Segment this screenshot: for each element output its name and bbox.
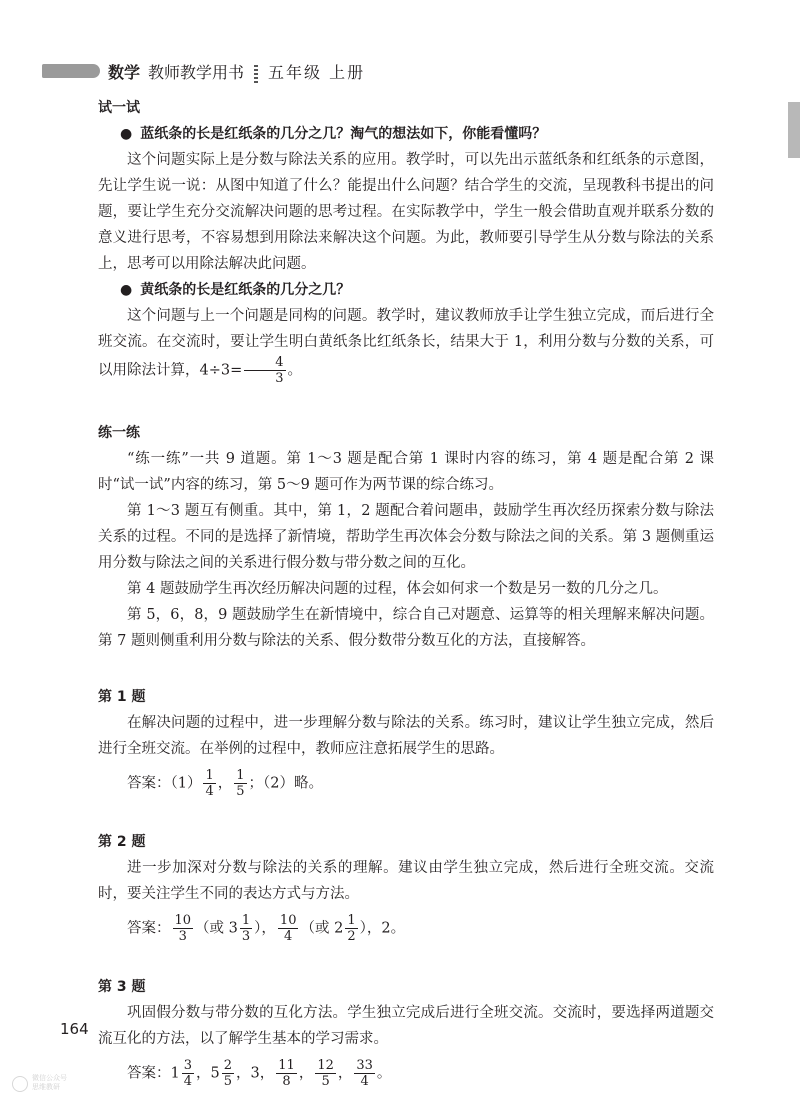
fraction: $\frac{3}{4}$ [183, 1058, 193, 1089]
try-question-2: ● 黄纸条的长是红纸条的几分之几？ [120, 282, 351, 298]
running-header [108, 60, 365, 83]
fraction: $\frac{33}{4}$ [356, 1058, 373, 1089]
fraction-4-3: $\frac{4}{3}$ [244, 355, 285, 386]
fraction: $\frac{1}{3}$ [241, 913, 251, 944]
fraction: $\frac{10}{4}$ [279, 913, 297, 944]
header-book: 教师教学用书 [148, 63, 245, 82]
page-edge-tab [788, 102, 800, 158]
question-3-heading: 第 3 题 [98, 979, 146, 995]
fraction: $\frac{12}{5}$ [317, 1058, 334, 1089]
fraction: $\frac{2}{5}$ [223, 1058, 233, 1089]
question-1-paragraph: 在解决问题的过程中，进一步理解分数与除法的关系。练习时，建议让学生独立完成，然后进行全班交流。在举例的过程中，教师应注意拓展学生的思路。 [98, 715, 714, 757]
header-subject: 数学 [108, 63, 141, 82]
bullet-icon: ● [120, 126, 133, 142]
question-3-answer: 答案：1 $\frac{3}{4}$ ，5 $\frac{2}{5}$ ，3， $\frac{11}{8}$ ， $\frac{12}{5}$ ， $\frac{33}{4}$ 。 [127, 1058, 392, 1089]
question-1-answer: 答案：（1） $\frac{1}{4}$ ， $\frac{1}{5}$ ；（2）略。 [127, 768, 324, 799]
header-separator [254, 65, 258, 83]
watermark-text: 微信公众号 思维教研 [32, 1074, 67, 1091]
watermark-logo-icon [12, 1076, 28, 1092]
watermark [12, 1072, 67, 1094]
fraction: $\frac{11}{8}$ [278, 1058, 295, 1089]
header-grade: 五年级 上册 [268, 63, 366, 82]
fraction: $\frac{1}{2}$ [347, 913, 356, 944]
question-2-paragraph: 进一步加深对分数与除法的关系的理解。建议由学生独立完成，然后进行全班交流。交流时，要关注学生不同的表达方式与方法。 [98, 860, 714, 902]
fraction: $\frac{10}{3}$ [174, 913, 192, 944]
try-paragraph-1: 这个问题实际上是分数与除法关系的应用。教学时，可以先出示蓝纸条和红纸条的示意图，先让学生说一说：从图中知道了什么？能提出什么问题？结合学生的交流，呈现教科书提出的问题，要让学生充分交流解决问题的思考过程。在实际教学中，学生一般会借助直观并联系分数的意义进行思考，不容易想到用除法来解决这个问题。为此，教师要引导学生从分数与除法的关系上，思考可以用除法解决此问题。 [98, 152, 714, 272]
page-number: 164 [60, 1020, 89, 1038]
section-heading-practice: 练一练 [98, 425, 140, 441]
practice-paragraph-4: 第 5，6，8，9 题鼓励学生在新情境中，综合自己对题意、运算等的相关理解来解决问题。第 7 题则侧重利用分数与除法的关系、假分数带分数互化的方法，直接解答。 [98, 607, 714, 649]
fraction: $\frac{1}{5}$ [236, 768, 245, 799]
question-2-answer: 答案： $\frac{10}{3}$ （或 3 $\frac{1}{3}$ ）， $\frac{10}{4}$ （或 2 $\frac{1}{2}$ ），2。 [127, 913, 406, 944]
practice-paragraph-1: “练一练”一共 9 道题。第 1～3 题是配合第 1 课时内容的练习，第 4 题是配合第 2 课时“试一试”内容的练习，第 5～9 题可作为两节课的综合练习。 [98, 451, 714, 493]
question-1-heading: 第 1 题 [98, 689, 146, 705]
bullet-icon: ● [120, 282, 133, 298]
header-decoration-bar [42, 64, 100, 78]
try-question-1: ● 蓝纸条的长是红纸条的几分之几？淘气的想法如下，你能看懂吗？ [120, 126, 547, 142]
practice-paragraph-2: 第 1～3 题互有侧重。其中，第 1，2 题配合着问题串，鼓励学生再次经历探索分数与除法关系的过程。不同的是选择了新情境，帮助学生再次体会分数与除法之间的关系。第 3 题侧重运用分数与除法之间的关系进行假分数与带分数之间的互化。 [98, 503, 714, 571]
try-paragraph-2: 这个问题与上一个问题是同构的问题。教学时，建议教师放手让学生独立完成，而后进行全班交流。在交流时，要让学生明白黄纸条比红纸条长，结果大于 1，利用分数与分数的关系，可以用除法计算，4÷3= $\frac{4}{3}$ 。 [98, 308, 714, 386]
question-3-paragraph: 巩固假分数与带分数的互化方法。学生独立完成后进行全班交流。交流时，要选择两道题交流互化的方法，以了解学生基本的学习需求。 [98, 1005, 714, 1047]
practice-paragraph-3: 第 4 题鼓励学生再次经历解决问题的过程，体会如何求一个数是另一数的几分之几。 [127, 581, 668, 597]
question-2-heading: 第 2 题 [98, 834, 146, 850]
section-heading-try: 试一试 [98, 100, 140, 116]
fraction: $\frac{1}{4}$ [205, 768, 214, 799]
page-content [98, 95, 714, 1089]
